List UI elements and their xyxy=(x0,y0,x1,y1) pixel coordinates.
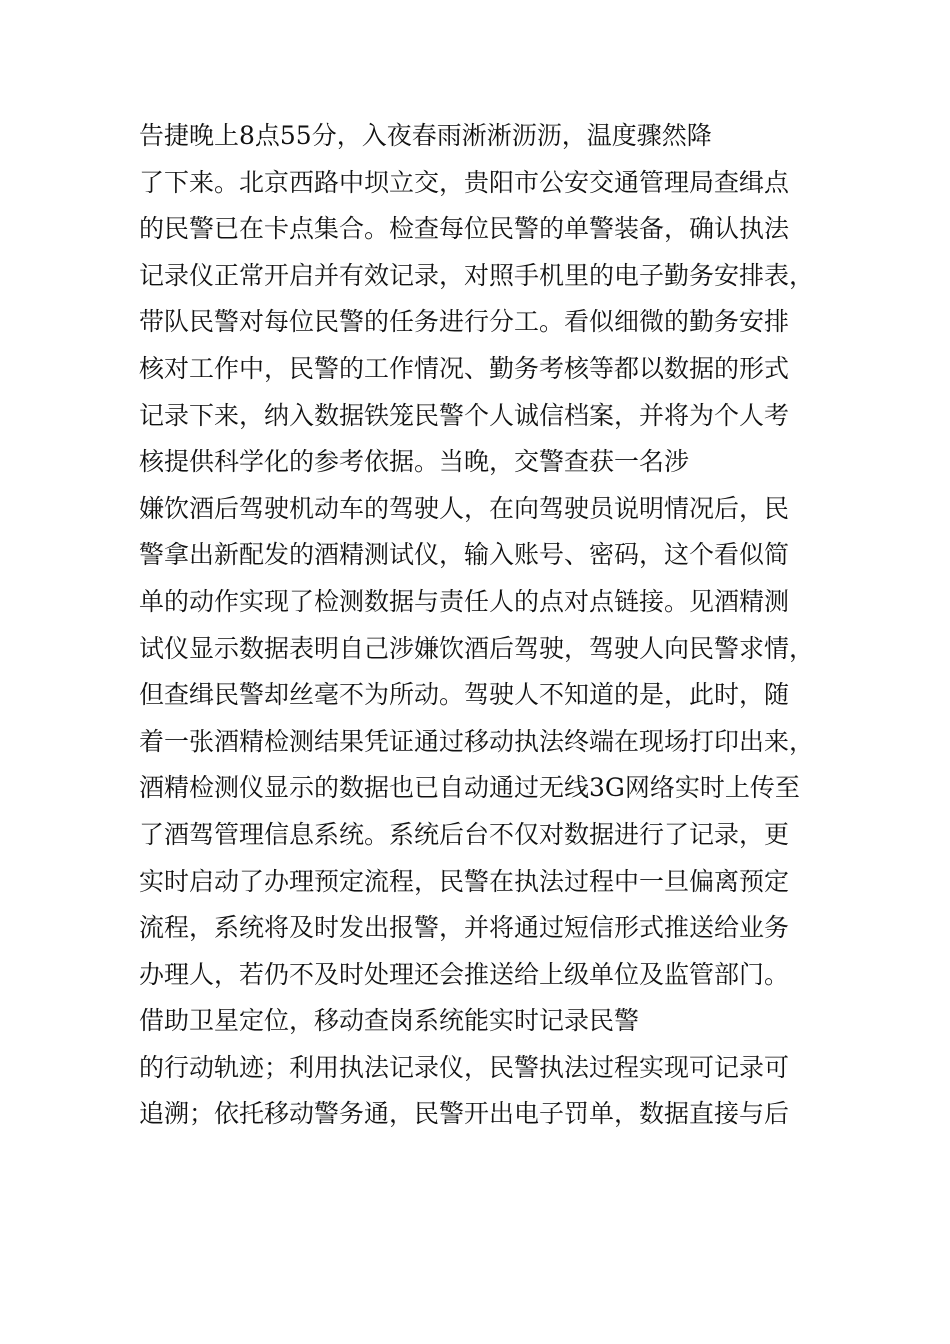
text-line-11: 单的动作实现了检测数据与责任人的点对点链接。见酒精测 xyxy=(139,586,790,616)
text-line-7: 记录下来，纳入数据铁笼民警个人诚信档案，并将为个人考 xyxy=(139,400,790,430)
text-line-15: 酒精检测仪显示的数据也已自动通过无线3G网络实时上传至 xyxy=(139,773,800,803)
text-line-16: 了酒驾管理信息系统。系统后台不仅对数据进行了记录，更 xyxy=(139,819,790,849)
body-text xyxy=(139,113,839,1138)
text-line-13: 但查缉民警却丝毫不为所动。驾驶人不知道的是，此时，随 xyxy=(139,680,790,710)
text-line-22: 追溯；依托移动警务通，民警开出电子罚单，数据直接与后 xyxy=(139,1099,790,1129)
text-line-19: 办理人，若仍不及时处理还会推送给上级单位及监管部门。 xyxy=(139,959,790,989)
text-line-10: 警拿出新配发的酒精测试仪，输入账号、密码，这个看似简 xyxy=(139,540,790,570)
text-line-21: 的行动轨迹；利用执法记录仪，民警执法过程实现可记录可 xyxy=(139,1052,790,1082)
text-line-6: 核对工作中，民警的工作情况、勤务考核等都以数据的形式 xyxy=(139,353,790,383)
text-line-2: 了下来。北京西路中坝立交，贵阳市公安交通管理局查缉点 xyxy=(139,167,790,197)
text-line-4: 记录仪正常开启并有效记录，对照手机里的电子勤务安排表， xyxy=(139,260,815,290)
text-line-17: 实时启动了办理预定流程，民警在执法过程中一旦偏离预定 xyxy=(139,866,790,896)
text-line-18: 流程，系统将及时发出报警，并将通过短信形式推送给业务 xyxy=(139,913,790,943)
text-line-5: 带队民警对每位民警的任务进行分工。看似细微的勤务安排 xyxy=(139,307,790,337)
text-line-3: 的民警已在卡点集合。检查每位民警的单警装备，确认执法 xyxy=(139,214,790,244)
text-line-9: 嫌饮酒后驾驶机动车的驾驶人，在向驾驶员说明情况后，民 xyxy=(139,493,790,523)
text-line-20: 借助卫星定位，移动查岗系统能实时记录民警 xyxy=(139,1006,640,1036)
text-line-1: 告捷晚上8点55分，入夜春雨淅淅沥沥，温度骤然降 xyxy=(139,121,712,150)
text-line-12: 试仪显示数据表明自己涉嫌饮酒后驾驶，驾驶人向民警求情， xyxy=(139,633,815,663)
text-line-14: 着一张酒精检测结果凭证通过移动执法终端在现场打印出来， xyxy=(139,726,815,756)
text-line-8: 核提供科学化的参考依据。当晚，交警查获一名涉 xyxy=(139,447,690,477)
